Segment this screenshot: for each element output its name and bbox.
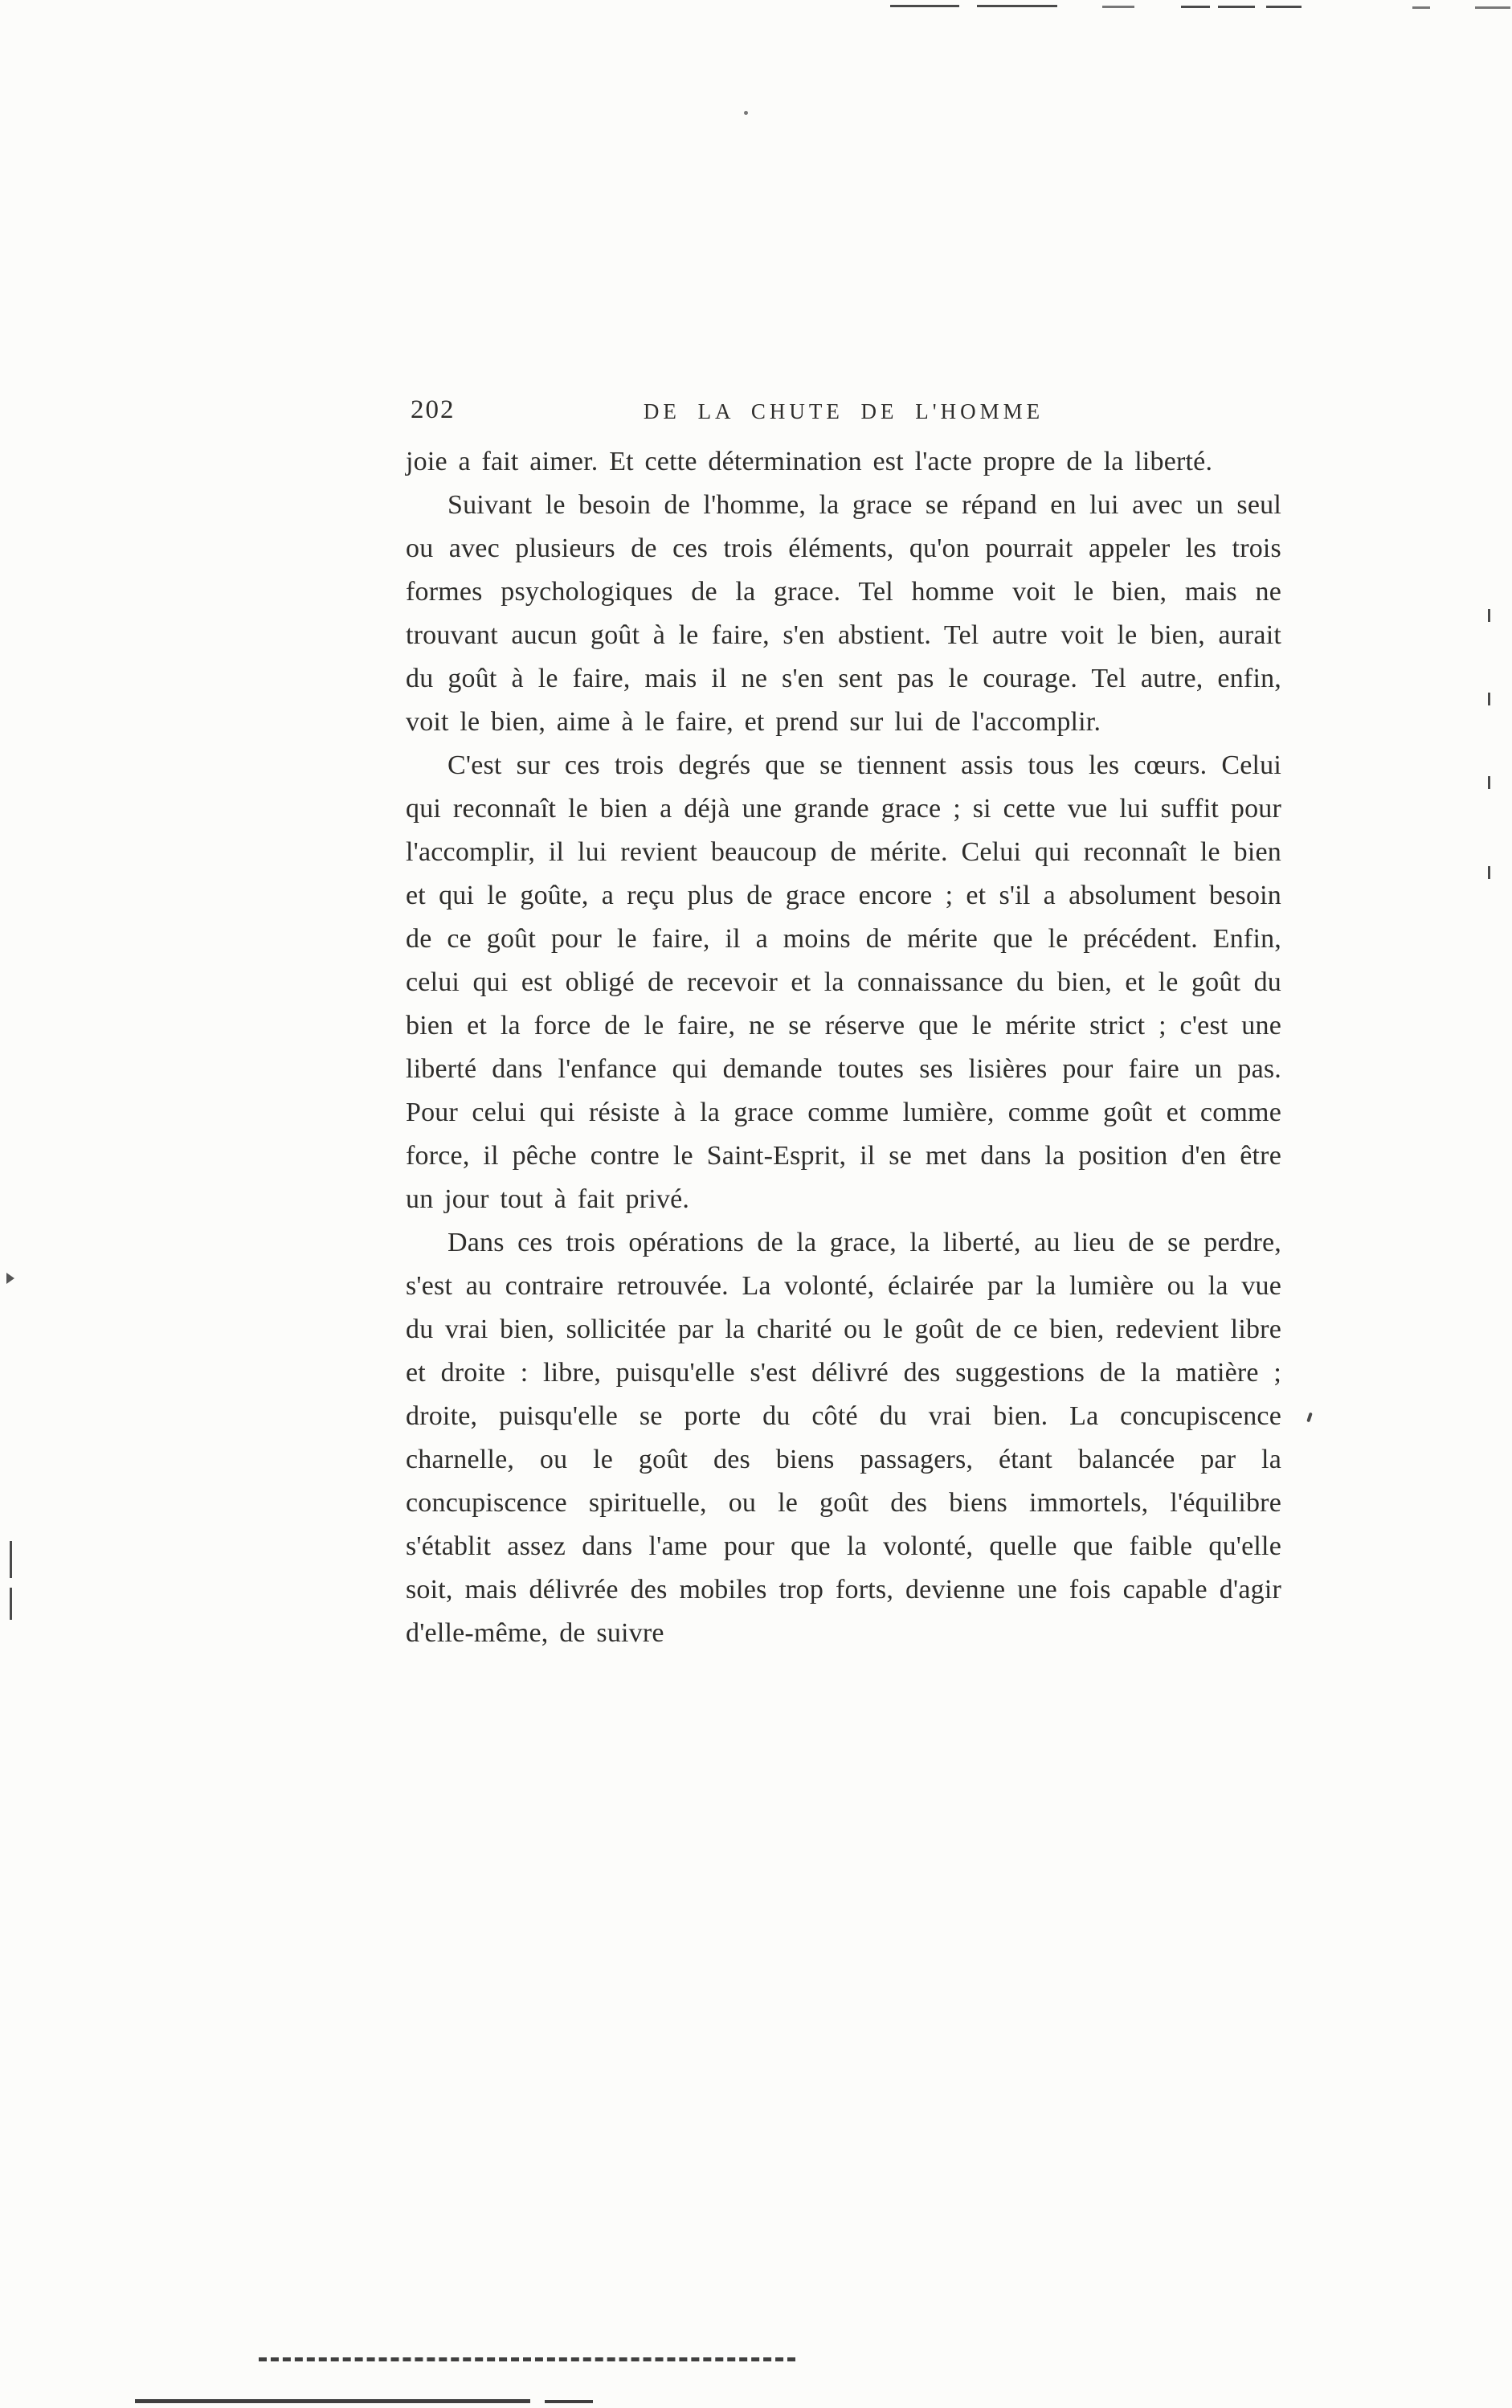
paragraph: C'est sur ces trois degrés que se tiennent assis tous les cœurs. Celui qui reconnaît le bien a déjà une grande grace ; si cette vue lui suffit pour l'accomplir, il lui revient beaucoup de mérite. Celui qui reconnaît le bien et qui le goûte, a reçu plus de grace encore ; et s'il a absolument besoin de ce goût pour le faire, il a moins de mérite que le précédent. Enfin, celui qui est obligé de recevoir et la connaissance du bien, et le goût du bien et la force de le faire, ne se réserve que le mérite strict ; c'est une liberté dans l'enfance qui demande toutes ses lisières pour faire un pas. Pour celui qui résiste à la grace comme lumière, comme goût et comme force, il pêche contre le Saint-Esprit, il se met dans la position d'en être un jour tout à fait privé. <box>406 750 1281 1214</box>
page-number: 202 <box>411 395 456 424</box>
paragraph: Dans ces trois opérations de la grace, la liberté, au lieu de se perdre, s'est au contraire retrouvée. La volonté, éclairée par la lumière ou la vue du vrai bien, sollicitée par la charité ou le goût de ce bien, redevient libre et droite : libre, puisqu'elle s'est délivré des suggestions de la matière ; droite, puisqu'elle se porte du côté du vrai bien. La concupiscence charnelle, ou le goût des biens passagers, étant balancée par la concupiscence spirituelle, ou le goût des biens immortels, l'équilibre s'établit assez dans l'ame pour que la volonté, quelle que faible qu'elle soit, mais délivrée des mobiles trop forts, devienne une fois capable d'agir d'elle-même, de suivre <box>406 1228 1281 1648</box>
running-title: DE LA CHUTE DE L'HOMME <box>643 399 1044 423</box>
scan-artifact-comma-mark <box>1306 1413 1313 1423</box>
scan-artifact-left-arrow <box>6 1273 14 1284</box>
page-header <box>406 394 1281 434</box>
scan-artifact-right-tick <box>1488 609 1490 622</box>
scan-artifact-top-dash <box>1266 6 1302 8</box>
scan-artifact-top-dash <box>1102 6 1134 8</box>
scan-artifact-top-dash <box>977 5 1057 7</box>
scan-artifact-top-dash <box>1412 6 1430 9</box>
scan-artifact-dot <box>744 111 748 115</box>
scan-artifact-right-tick <box>1488 693 1490 705</box>
paragraph: Suivant le besoin de l'homme, la grace se répand en lui avec un seul ou avec plusieurs de ces trois éléments, qu'on pourrait appeler les trois formes psychologiques de la grace. Tel homme voit le bien, mais ne trouvant aucun goût à le faire, s'en abstient. Tel autre voit le bien, aurait du goût à le faire, mais il ne s'en sent pas le courage. Tel autre, enfin, voit le bien, aime à le faire, et prend sur lui de l'accomplir. <box>406 490 1281 737</box>
scan-artifact-right-tick <box>1488 866 1490 879</box>
scan-artifact-top-dash <box>1218 6 1255 8</box>
scan-artifact-bottom-dashes <box>259 2357 795 2361</box>
scan-artifact-right-tick <box>1488 776 1490 789</box>
scan-artifact-left-line <box>10 1588 12 1620</box>
scan-artifact-bottom-line <box>135 2399 530 2403</box>
paragraph: joie a fait aimer. Et cette détermination est l'acte propre de la liberté. <box>406 447 1213 476</box>
scan-artifact-top-dash <box>1181 6 1210 8</box>
scan-artifact-bottom-line <box>545 2400 593 2403</box>
text-block <box>406 440 1281 1655</box>
scan-artifact-top-dash <box>890 5 959 7</box>
scan-artifact-top-dash <box>1475 6 1510 9</box>
scan-artifact-left-line <box>10 1541 12 1578</box>
